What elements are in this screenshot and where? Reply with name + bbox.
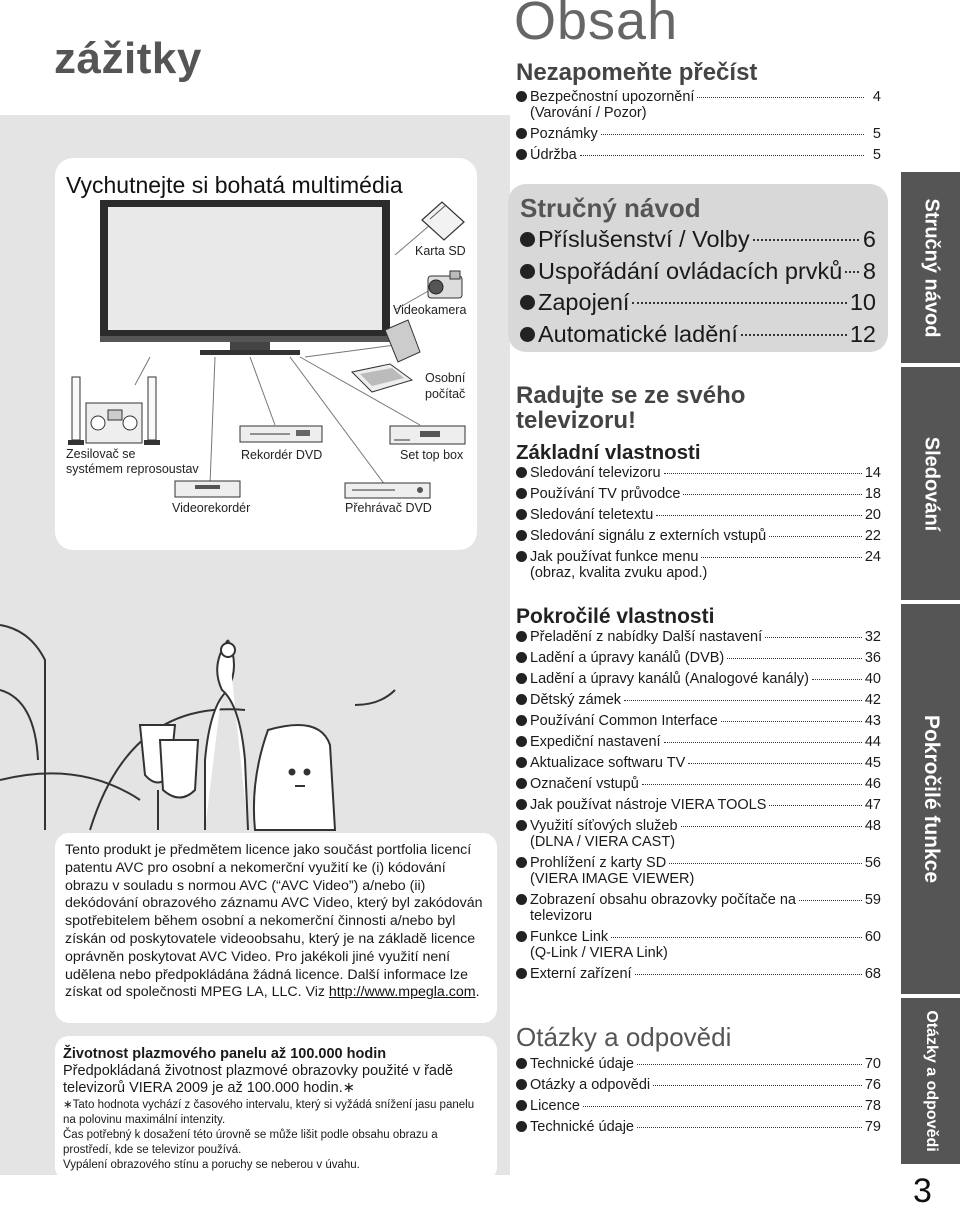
bullet-icon xyxy=(516,820,527,831)
toc-entry-page: 79 xyxy=(864,1119,881,1135)
bullet-icon xyxy=(516,736,527,747)
toc-entry-page: 5 xyxy=(872,147,881,163)
toc-entry[interactable] xyxy=(516,795,881,816)
dot-leader xyxy=(769,536,862,537)
toc-entry-page: 24 xyxy=(864,549,881,565)
toc-entry-page: 18 xyxy=(864,486,881,502)
dot-leader xyxy=(656,515,862,516)
sd-card-icon xyxy=(422,202,464,240)
toc-entry-label: Využití síťových služeb xyxy=(530,818,678,834)
bullet-icon xyxy=(516,551,527,562)
bullet-icon xyxy=(516,799,527,810)
bullet-icon xyxy=(516,467,527,478)
toc-entry-page: 10 xyxy=(849,289,876,315)
toc-entry-page: 5 xyxy=(872,126,881,142)
toc-entry-label: Ladění a úpravy kanálů (DVB) xyxy=(530,650,725,666)
bullet-icon xyxy=(516,857,527,868)
toc-entry[interactable] xyxy=(520,224,876,256)
bullet-icon xyxy=(516,757,527,768)
tab-advanced[interactable] xyxy=(901,604,960,994)
lifestyle-illustration xyxy=(0,625,395,830)
enjoy-heading-line2: televizoru! xyxy=(516,407,637,434)
dot-leader xyxy=(845,271,859,273)
toc-entry-label: Používání TV průvodce xyxy=(530,486,681,502)
toc-entry-label: Expediční nastavení xyxy=(530,734,661,750)
quick-guide-heading: Stručný návod xyxy=(520,193,701,223)
toc-entry[interactable] xyxy=(516,964,881,985)
toc-entry-page: 76 xyxy=(864,1077,881,1093)
license-end: . xyxy=(475,984,480,1001)
toc-entry-subtitle: televizoru xyxy=(530,908,593,924)
toc-entry-label: Aktualizace softwaru TV xyxy=(530,755,686,771)
dot-leader xyxy=(799,900,862,901)
dot-leader xyxy=(653,1085,862,1086)
bullet-icon xyxy=(516,1079,527,1090)
toc-entry[interactable] xyxy=(516,669,881,690)
bullet-icon xyxy=(516,652,527,663)
bullet-icon xyxy=(516,673,527,684)
dot-leader xyxy=(753,239,859,241)
dot-leader xyxy=(601,134,864,135)
page-number: 3 xyxy=(913,1172,932,1206)
toc-entry[interactable] xyxy=(516,145,881,166)
dot-leader xyxy=(741,334,847,336)
toc-entry-label: Jak používat funkce menu xyxy=(530,549,699,565)
toc-entry-label: Dětský zámek xyxy=(530,692,622,708)
tv-icon xyxy=(100,200,390,355)
toc-entry-page: 78 xyxy=(864,1098,881,1114)
bullet-icon xyxy=(520,232,535,247)
advanced-features-heading: Pokročilé vlastnosti xyxy=(516,605,715,628)
label-amplifier-line2: systémem reprosoustav xyxy=(66,462,199,476)
toc-entry-subtitle: (VIERA IMAGE VIEWER) xyxy=(530,871,695,887)
bullet-icon xyxy=(516,149,527,160)
bullet-icon xyxy=(516,694,527,705)
enjoy-heading-line1: Radujte se ze svého xyxy=(516,382,746,409)
label-amplifier-line1: Zesilovač se xyxy=(66,447,136,461)
toc-entry-label: Používání Common Interface xyxy=(530,713,718,729)
settop-box-icon xyxy=(390,426,465,444)
toc-entry-label: Sledování teletextu xyxy=(530,507,654,523)
dot-leader xyxy=(642,784,862,785)
tab-quick-guide[interactable] xyxy=(901,172,960,363)
dot-leader xyxy=(632,302,846,304)
toc-entry-page: 59 xyxy=(864,892,881,908)
dot-leader xyxy=(624,700,862,701)
toc-entry-page: 56 xyxy=(864,855,881,871)
bullet-icon xyxy=(516,894,527,905)
toc-entry-label: Technické údaje xyxy=(530,1056,634,1072)
label-vcr: Videorekordér xyxy=(172,501,251,515)
toc-entry-page: 36 xyxy=(864,650,881,666)
toc-entry[interactable] xyxy=(516,1117,881,1138)
toc-entry-subtitle: (Q-Link / VIERA Link) xyxy=(530,945,668,961)
toc-entry[interactable] xyxy=(516,627,881,648)
dot-leader xyxy=(697,97,864,98)
toc-entry-page: 44 xyxy=(864,734,881,750)
toc-entry[interactable] xyxy=(516,732,881,753)
toc-entry-page: 46 xyxy=(864,776,881,792)
bullet-icon xyxy=(516,1100,527,1111)
lifetime-note-1: ∗Tato hodnota vychází z časového intervalu, který si vyžádá snížení jasu panelu na polovinu maximální intenzity. xyxy=(63,1099,475,1126)
dot-leader xyxy=(721,721,862,722)
toc-entry-label: Funkce Link xyxy=(530,929,609,945)
toc-entry-label: Poznámky xyxy=(530,126,598,142)
toc-entry[interactable] xyxy=(520,287,876,319)
bullet-icon xyxy=(516,530,527,541)
toc-entry-label: Údržba xyxy=(530,147,577,163)
tab-viewing-label: Sledování xyxy=(920,436,942,531)
toc-entry-subtitle: (Varování / Pozor) xyxy=(530,105,647,121)
bullet-icon xyxy=(516,128,527,139)
dot-leader xyxy=(669,863,862,864)
toc-entry[interactable] xyxy=(516,1096,881,1117)
dot-leader xyxy=(611,937,862,938)
toc-entry-label: Zapojení xyxy=(538,289,630,315)
lifetime-notice xyxy=(55,1036,497,1181)
toc-entry-label: Ladění a úpravy kanálů (Analogové kanály) xyxy=(530,671,809,687)
toc-entry[interactable] xyxy=(516,690,881,711)
label-dvd-player: Přehrávač DVD xyxy=(345,501,432,515)
toc-entry-page: 8 xyxy=(862,257,876,284)
dot-leader xyxy=(812,679,862,680)
faq-heading: Otázky a odpovědi xyxy=(516,1022,732,1052)
basic-features-heading: Základní vlastnosti xyxy=(516,441,701,464)
tab-faq-label: Otázky a odpovědi xyxy=(922,1010,940,1152)
toc-entry[interactable] xyxy=(516,711,881,732)
toc-entry[interactable] xyxy=(516,753,881,774)
dot-leader xyxy=(583,1106,862,1107)
toc-entry[interactable] xyxy=(516,505,881,526)
dvd-player-icon xyxy=(345,483,430,498)
toc-entry[interactable] xyxy=(516,1054,881,1075)
toc-entry-page: 12 xyxy=(849,320,876,347)
bullet-icon xyxy=(520,264,535,279)
toc-entry-page: 45 xyxy=(864,755,881,771)
toc-entry-label: Sledování signálu z externích vstupů xyxy=(530,528,767,544)
license-text: Tento produkt je předmětem licence jako součást portfolia licencí patentu AVC pro osobní a nekomerční využití ke (i) kódování obrazu v souladu s normou AVC (“AVC Video”) a/nebo (ii) dekódování obrazového záznamu AVC Video, který byl zakódován spotřebitelem během osobní a nekomerční činnosti a/nebo byl získán od poskytovatele videoobsahu, který je na základě licence oprávněn poskytovat AVC Video. Pro jakékoli jiné využití není udělena nebo předpokládána žádná licence. Další informace lze získat od společnosti MPEG LA, LLC. Viz xyxy=(65,842,483,1001)
dot-leader xyxy=(664,742,862,743)
enjoy-heading xyxy=(516,383,745,433)
toc-entry-label: Otázky a odpovědi xyxy=(530,1077,651,1093)
label-sd-card: Karta SD xyxy=(415,244,466,258)
toc-entry-page: 42 xyxy=(864,692,881,708)
toc-entry-page: 48 xyxy=(864,818,881,834)
bullet-icon xyxy=(516,968,527,979)
dot-leader xyxy=(769,805,861,806)
toc-entry[interactable] xyxy=(516,463,881,484)
dot-leader xyxy=(701,557,861,558)
dot-leader xyxy=(683,494,861,495)
license-notice xyxy=(55,833,497,1023)
toc-entry-page: 43 xyxy=(864,713,881,729)
lifetime-title: Životnost plazmového panelu až 100.000 hodin xyxy=(63,1046,387,1062)
toc-entry-subtitle: (DLNA / VIERA CAST) xyxy=(530,834,676,850)
toc-entry-label: Bezpečnostní upozornění xyxy=(530,89,695,105)
toc-entry[interactable] xyxy=(516,774,881,795)
bullet-icon xyxy=(516,488,527,499)
label-pc-line2: počítač xyxy=(425,387,466,401)
toc-entry-page: 40 xyxy=(864,671,881,687)
toc-entry-label: Prohlížení z karty SD xyxy=(530,855,667,871)
toc-entry-label: Uspořádání ovládacích prvků xyxy=(538,257,843,284)
quick-guide-list xyxy=(520,224,876,350)
toc-entry-page: 20 xyxy=(864,507,881,523)
toc-entry[interactable] xyxy=(516,648,881,669)
bullet-icon xyxy=(516,778,527,789)
dot-leader xyxy=(580,155,864,156)
faq-list xyxy=(516,1054,881,1138)
toc-entry[interactable] xyxy=(516,124,881,145)
toc-entry-subtitle: (obraz, kvalita zvuku apod.) xyxy=(530,565,708,581)
page-section-title: zážitky xyxy=(54,34,202,83)
toc-entry-label: Jak používat nástroje VIERA TOOLS xyxy=(530,797,767,813)
not-forget-heading: Nezapomeňte přečíst xyxy=(516,59,758,86)
toc-entry-label: Zobrazení obsahu obrazovky počítače na xyxy=(530,892,796,908)
dot-leader xyxy=(765,637,862,638)
toc-entry-page: 4 xyxy=(872,89,881,105)
tab-advanced-label: Pokročilé funkce xyxy=(919,714,943,884)
tab-viewing[interactable] xyxy=(901,367,960,600)
bullet-icon xyxy=(516,1121,527,1132)
toc-entry[interactable] xyxy=(520,256,876,288)
toc-entry[interactable] xyxy=(516,526,881,547)
dot-leader xyxy=(635,974,862,975)
toc-entry-label: Označení vstupů xyxy=(530,776,639,792)
lifetime-text: Předpokládaná životnost plazmové obrazovky použité v řadě televizorů VIERA 2009 je až 100.000 hodin.∗ xyxy=(63,1063,454,1096)
dot-leader xyxy=(637,1127,862,1128)
dot-leader xyxy=(688,763,862,764)
mpegla-link[interactable]: http://www.mpegla.com xyxy=(328,984,476,1001)
label-camcorder: Videokamera xyxy=(393,303,467,317)
toc-entry-page: 32 xyxy=(864,629,881,645)
not-forget-list xyxy=(516,87,881,166)
multimedia-title: Vychutnejte si bohatá multimédia xyxy=(66,172,403,198)
toc-entry-label: Sledování televizoru xyxy=(530,465,661,481)
vcr-icon xyxy=(175,481,240,497)
bullet-icon xyxy=(516,715,527,726)
dot-leader xyxy=(637,1064,862,1065)
toc-entry-label: Externí zařízení xyxy=(530,966,632,982)
toc-title: Obsah xyxy=(514,0,679,51)
lifetime-note-3: Vypálení obrazového stínu a poruchy se neberou v úvahu. xyxy=(63,1159,360,1171)
toc-entry-label: Automatické ladění xyxy=(538,320,738,347)
tab-quick-guide-label: Stručný návod xyxy=(920,198,942,337)
lifetime-note-2: Čas potřebný k dosažení této úrovně se může lišit podle obsahu obrazu a prostředí, kde se televizor používá. xyxy=(63,1129,438,1156)
advanced-features-list xyxy=(516,627,881,985)
bullet-icon xyxy=(520,327,535,342)
tab-faq[interactable] xyxy=(901,998,960,1164)
bullet-icon xyxy=(516,91,527,102)
dot-leader xyxy=(727,658,862,659)
label-dvd-recorder: Rekordér DVD xyxy=(241,448,323,462)
toc-entry-page: 70 xyxy=(864,1056,881,1072)
toc-entry-page: 6 xyxy=(862,226,876,252)
toc-entry-label: Přeladění z nabídky Další nastavení xyxy=(530,629,763,645)
label-pc-line1: Osobní xyxy=(425,371,466,385)
bullet-icon xyxy=(516,931,527,942)
camcorder-icon xyxy=(428,271,462,298)
toc-entry-label: Příslušenství / Volby xyxy=(538,226,750,252)
amplifier-icon xyxy=(68,377,160,445)
bullet-icon xyxy=(516,1058,527,1069)
toc-entry-page: 68 xyxy=(864,966,881,982)
dvd-recorder-icon xyxy=(240,426,322,442)
bullet-icon xyxy=(520,295,535,310)
toc-entry-page: 47 xyxy=(864,797,881,813)
toc-entry[interactable] xyxy=(520,319,876,351)
dot-leader xyxy=(664,473,862,474)
toc-entry-page: 22 xyxy=(864,528,881,544)
toc-entry[interactable] xyxy=(516,484,881,505)
toc-entry-label: Licence xyxy=(530,1098,580,1114)
toc-entry-page: 60 xyxy=(864,929,881,945)
bullet-icon xyxy=(516,631,527,642)
toc-entry-label: Technické údaje xyxy=(530,1119,634,1135)
bullet-icon xyxy=(516,509,527,520)
label-settop-box: Set top box xyxy=(400,448,464,462)
dot-leader xyxy=(681,826,862,827)
toc-entry[interactable] xyxy=(516,1075,881,1096)
basic-features-list xyxy=(516,463,881,584)
toc-entry-page: 14 xyxy=(864,465,881,481)
